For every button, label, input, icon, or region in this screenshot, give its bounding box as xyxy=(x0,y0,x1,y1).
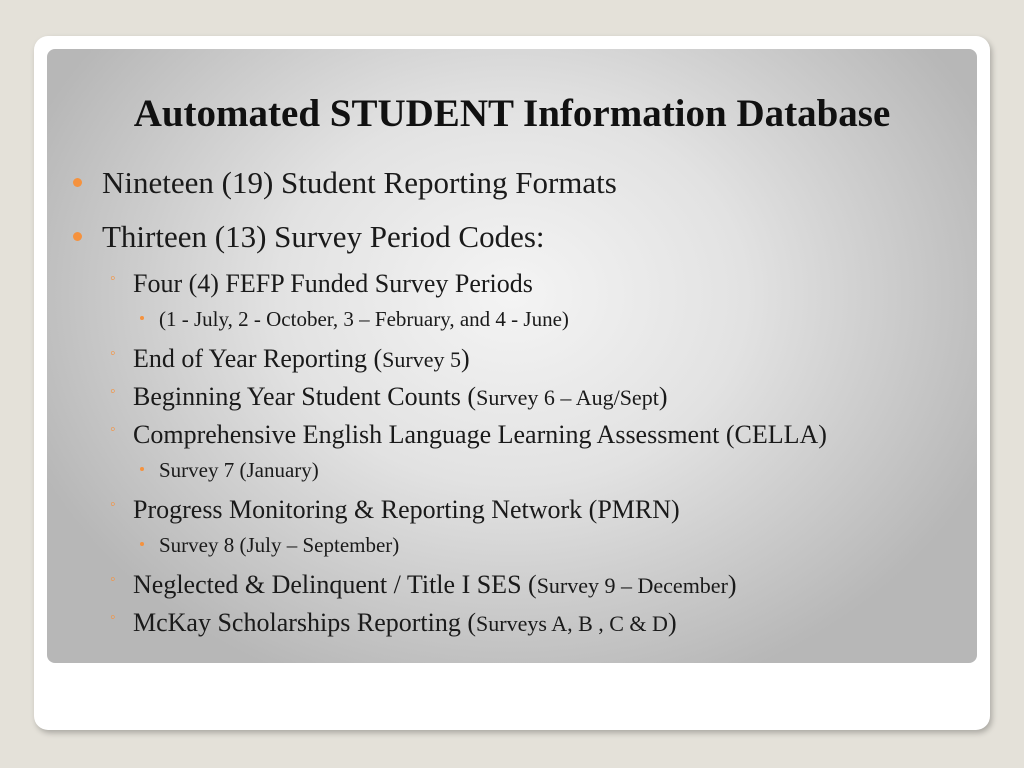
list-item-text: Nineteen (19) Student Reporting Formats xyxy=(102,165,617,200)
list-item xyxy=(47,608,977,638)
list-item xyxy=(47,570,977,600)
list-item-text: Survey 7 (January) xyxy=(159,458,319,482)
bullet-small-dot-icon xyxy=(140,316,144,320)
list-item-detail: Surveys A, B , C & D xyxy=(476,611,668,636)
bullet-dot-icon xyxy=(73,232,82,241)
list-item-text: (1 - July, 2 - October, 3 – February, and 4 - June) xyxy=(159,307,569,331)
list-item xyxy=(47,495,977,525)
list-item xyxy=(47,269,977,299)
list-item-text: Thirteen (13) Survey Period Codes: xyxy=(102,219,545,254)
bullet-small-dot-icon xyxy=(140,542,144,546)
bullet-circle-icon: ◦ xyxy=(110,421,116,438)
list-item-detail: Survey 5 xyxy=(382,347,461,372)
list-item-text: Progress Monitoring & Reporting Network (PMRN) xyxy=(133,495,680,524)
list-item-text: Neglected & Delinquent / Title I SES ( xyxy=(133,570,537,599)
list-item xyxy=(47,165,977,201)
list-item-text: End of Year Reporting ( xyxy=(133,344,383,373)
list-item-text: McKay Scholarships Reporting ( xyxy=(133,608,477,637)
list-item-text: Beginning Year Student Counts ( xyxy=(133,382,477,411)
list-item-text: Survey 8 (July – September) xyxy=(159,533,400,557)
content-panel xyxy=(47,49,977,663)
list-item-text: Comprehensive English Language Learning Assessment (CELLA) xyxy=(133,420,827,449)
list-item xyxy=(47,219,977,255)
list-item xyxy=(47,307,977,333)
list-item xyxy=(47,344,977,374)
list-item xyxy=(47,458,977,484)
list-item-detail: Survey 6 – Aug/Sept xyxy=(476,385,659,410)
list-item-tail: ) xyxy=(667,608,677,637)
list-item-detail: Survey 9 – December xyxy=(536,573,728,598)
list-item xyxy=(47,382,977,412)
list-item xyxy=(47,533,977,559)
list-item-tail: ) xyxy=(460,344,470,373)
list-item-text: Four (4) FEFP Funded Survey Periods xyxy=(133,269,533,298)
slide xyxy=(34,36,990,730)
bullet-list xyxy=(47,165,977,646)
bullet-circle-icon: ◦ xyxy=(110,571,116,588)
bullet-circle-icon: ◦ xyxy=(110,383,116,400)
list-item-tail: ) xyxy=(658,382,668,411)
bullet-circle-icon: ◦ xyxy=(110,496,116,513)
list-item-tail: ) xyxy=(727,570,737,599)
bullet-small-dot-icon xyxy=(140,467,144,471)
bullet-dot-icon xyxy=(73,178,82,187)
list-item xyxy=(47,420,977,450)
bullet-circle-icon: ◦ xyxy=(110,609,116,626)
slide-title: Automated STUDENT Information Database xyxy=(133,92,891,135)
bullet-circle-icon: ◦ xyxy=(110,345,116,362)
bullet-circle-icon: ◦ xyxy=(110,270,116,287)
